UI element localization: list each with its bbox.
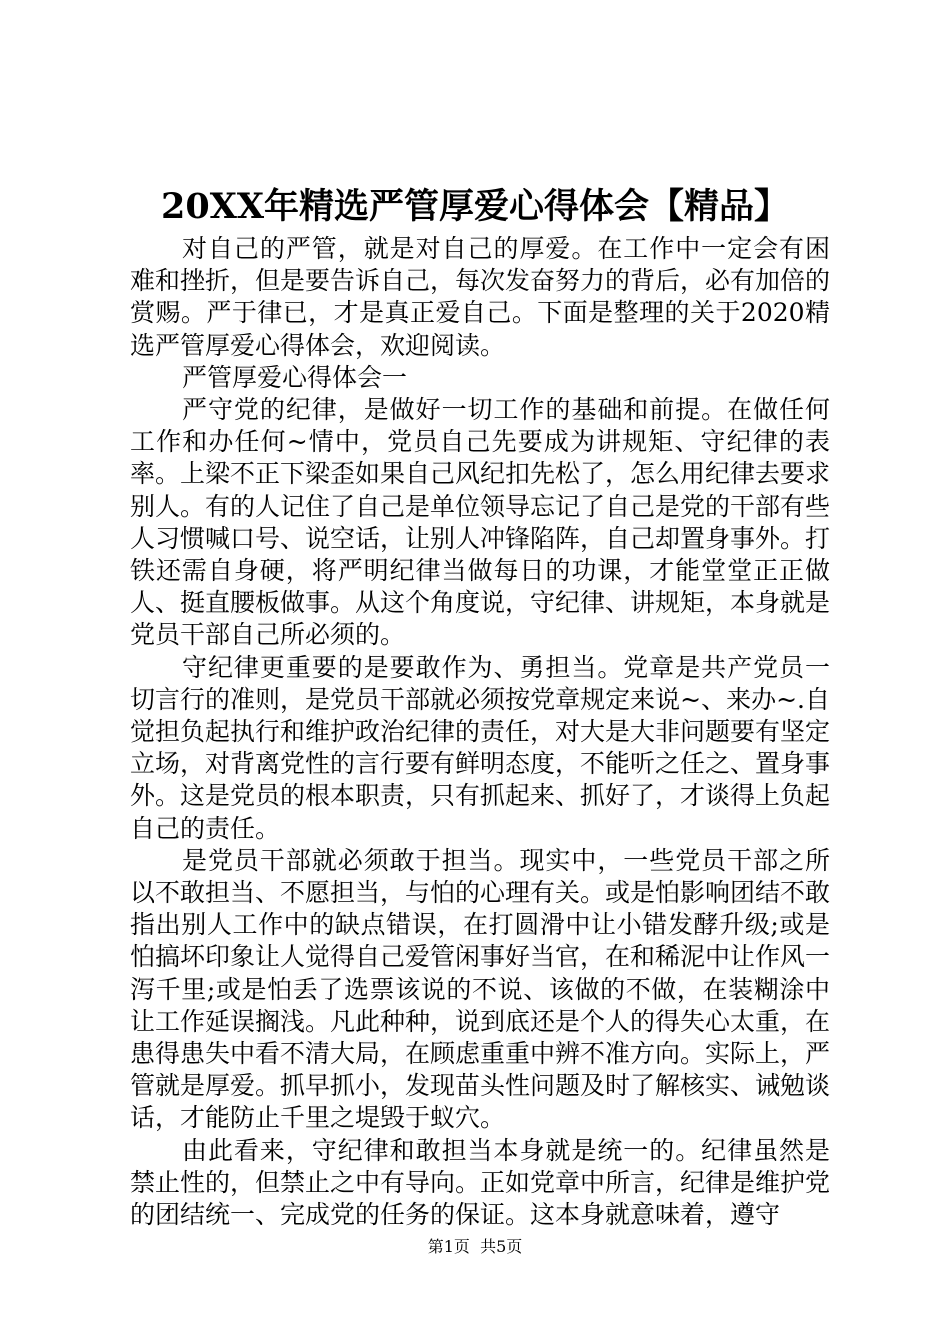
- body-paragraph: 严守党的纪律，是做好一切工作的基础和前提。在做任何工作和办任何~情中，党员自己先要成为讲规矩、守纪律的表率。上梁不正下梁歪如果自己风纪扣先松了，怎么用纪律去要求别人。有的人记住了自己是单位领导忘记了自己是党的干部有些人习惯喊口号、说空话，让别人冲锋陷阵，自己却置身事外。打铁还需自身硬，将严明纪律当做每日的功课，才能堂堂正正做人、挺直腰板做事。从这个角度说，守纪律、讲规矩，本身就是党员干部自己所必须的。: [130, 395, 831, 650]
- document-body: [130, 233, 830, 1231]
- document-title: 20XX年精选严管厚爱心得体会【精品】: [160, 186, 790, 227]
- section-heading: 严管厚爱心得体会一: [182, 362, 408, 392]
- page-total: 共5页: [480, 1237, 523, 1256]
- body-paragraph: 守纪律更重要的是要敢作为、勇担当。党章是共产党员一切言行的准则，是党员干部就必须按党章规定来说~、来办~.自觉担负起执行和维护政治纪律的责任，对大是大非问题要有坚定立场，对背离党性的言行要有鲜明态度，不能听之任之、置身事外。这是党员的根本职责，只有抓起来、抓好了，才谈得上负起自己的责任。: [130, 652, 831, 843]
- body-paragraph: 是党员干部就必须敢于担当。现实中，一些党员干部之所以不敢担当、不愿担当，与怕的心理有关。或是怕影响团结不敢指出别人工作中的缺点错误，在打圆滑中让小错发酵升级;或是怕搞坏印象让人觉得自己爱管闲事好当官，在和稀泥中让作风一泻千里;或是怕丢了选票该说的不说、该做的不做，在装糊涂中让工作延误搁浅。凡此种种，说到底还是个人的得失心太重，在患得患失中看不清大局，在顾虑重重中辨不准方向。实际上，严管就是厚爱。抓早抓小，发现苗头性问题及时了解核实、诫勉谈话，才能防止千里之堤毁于蚁穴。: [130, 845, 831, 1133]
- intro-paragraph: 对自己的严管，就是对自己的厚爱。在工作中一定会有困难和挫折，但是要告诉自己，每次发奋努力的背后，必有加倍的赏赐。严于律已，才是真正爱自己。下面是整理的关于2020精选严管厚爱心得体会，欢迎阅读。: [130, 234, 831, 360]
- page-number: 第1页: [427, 1237, 470, 1256]
- body-paragraph: 由此看来，守纪律和敢担当本身就是统一的。纪律虽然是禁止性的，但禁止之中有导向。正如党章中所言，纪律是维护党的团结统一、完成党的任务的保证。这本身就意味着，遵守: [130, 1135, 831, 1230]
- page-footer: [0, 1236, 950, 1258]
